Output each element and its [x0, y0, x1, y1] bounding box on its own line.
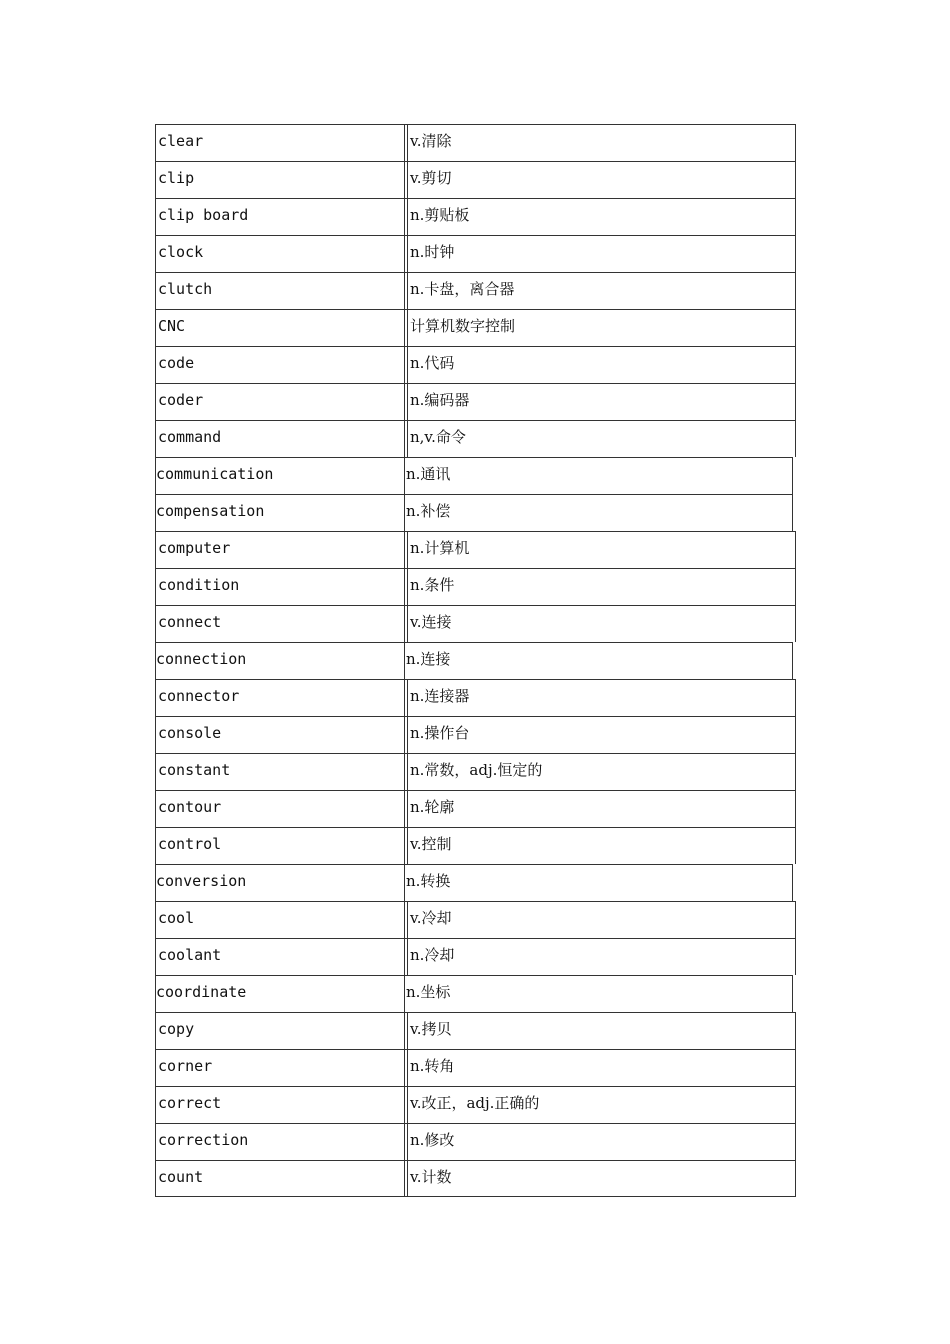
term-cell: condition [158, 576, 240, 594]
meaning-cell: n.转换 [406, 872, 451, 890]
table-row [155, 494, 793, 531]
table-row [155, 309, 796, 346]
column-divider [404, 1050, 408, 1086]
column-divider [404, 717, 408, 753]
meaning-cell: n.常数，adj.恒定的 [410, 761, 543, 779]
meaning-cell: n.冷却 [410, 946, 455, 964]
term-cell: count [158, 1168, 204, 1186]
column-divider [404, 976, 405, 1012]
term-cell: correction [158, 1131, 249, 1149]
term-cell: cool [158, 909, 195, 927]
table-row [155, 531, 796, 568]
column-divider [404, 902, 408, 938]
table-row [155, 1049, 796, 1086]
term-cell: clear [158, 132, 204, 150]
term-cell: clutch [158, 280, 213, 298]
term-cell: clip board [158, 206, 249, 224]
meaning-cell: n.剪贴板 [410, 206, 470, 224]
table-row [155, 235, 796, 272]
table-row [155, 901, 796, 938]
meaning-cell: v.连接 [410, 613, 452, 631]
table-row [155, 864, 793, 901]
column-divider [404, 754, 408, 790]
table-row [155, 346, 796, 383]
column-divider [404, 310, 408, 346]
meaning-cell: n.轮廓 [410, 798, 455, 816]
column-divider [404, 791, 408, 827]
meaning-cell: n.条件 [410, 576, 455, 594]
column-divider [404, 1124, 408, 1160]
column-divider [404, 273, 408, 309]
column-divider [404, 421, 408, 457]
column-divider [404, 1087, 408, 1123]
table-row [155, 975, 793, 1012]
term-cell: coordinate [156, 983, 247, 1001]
term-cell: connector [158, 687, 240, 705]
table-row [155, 124, 796, 161]
column-divider [404, 680, 408, 716]
column-divider [404, 125, 408, 161]
table-row [155, 272, 796, 309]
meaning-cell: n.修改 [410, 1131, 455, 1149]
term-cell: conversion [156, 872, 247, 890]
term-cell: command [158, 428, 222, 446]
column-divider [404, 643, 405, 679]
term-cell: computer [158, 539, 231, 557]
term-cell: constant [158, 761, 231, 779]
term-cell: control [158, 835, 222, 853]
column-divider [404, 162, 408, 198]
column-divider [404, 532, 408, 568]
table-row [155, 457, 793, 494]
meaning-cell: n.通讯 [406, 465, 451, 483]
column-divider [404, 1161, 408, 1197]
term-cell: connection [156, 650, 247, 668]
meaning-cell: v.剪切 [410, 169, 452, 187]
table-row [155, 605, 796, 642]
table-row [155, 716, 796, 753]
meaning-cell: n,v.命令 [410, 428, 466, 446]
column-divider [404, 569, 408, 605]
column-divider [404, 236, 408, 272]
meaning-cell: v.改正，adj.正确的 [410, 1094, 540, 1112]
column-divider [404, 828, 408, 864]
meaning-cell: n.卡盘，离合器 [410, 280, 515, 298]
term-cell: CNC [158, 317, 186, 335]
column-divider [404, 865, 405, 901]
term-cell: communication [156, 465, 274, 483]
table-row [155, 161, 796, 198]
column-divider [404, 347, 408, 383]
term-cell: correct [158, 1094, 222, 1112]
meaning-cell: v.清除 [410, 132, 452, 150]
meaning-cell: v.冷却 [410, 909, 452, 927]
term-cell: console [158, 724, 222, 742]
meaning-cell: v.控制 [410, 835, 452, 853]
table-row [155, 1086, 796, 1123]
table-row [155, 642, 793, 679]
term-cell: code [158, 354, 195, 372]
meaning-cell: n.操作台 [410, 724, 470, 742]
table-row [155, 827, 796, 864]
table-row [155, 938, 796, 975]
meaning-cell: n.坐标 [406, 983, 451, 1001]
table-row [155, 198, 796, 235]
term-cell: contour [158, 798, 222, 816]
meaning-cell: n.转角 [410, 1057, 455, 1075]
term-cell: coder [158, 391, 204, 409]
meaning-cell: v.计数 [410, 1168, 452, 1186]
column-divider [404, 384, 408, 420]
glossary-table [155, 124, 796, 1197]
column-divider [404, 939, 408, 975]
column-divider [404, 495, 405, 531]
meaning-cell: n.编码器 [410, 391, 470, 409]
meaning-cell: n.计算机 [410, 539, 470, 557]
meaning-cell: n.补偿 [406, 502, 451, 520]
term-cell: corner [158, 1057, 213, 1075]
term-cell: compensation [156, 502, 265, 520]
column-divider [404, 1013, 408, 1049]
table-row [155, 568, 796, 605]
term-cell: clock [158, 243, 204, 261]
column-divider [404, 606, 408, 642]
table-row [155, 679, 796, 716]
column-divider [404, 458, 405, 494]
meaning-cell: n.连接器 [410, 687, 470, 705]
table-row [155, 753, 796, 790]
term-cell: connect [158, 613, 222, 631]
meaning-cell: v.拷贝 [410, 1020, 452, 1038]
table-row [155, 1160, 796, 1197]
term-cell: copy [158, 1020, 195, 1038]
column-divider [404, 199, 408, 235]
meaning-cell: n.连接 [406, 650, 451, 668]
term-cell: coolant [158, 946, 222, 964]
table-row [155, 420, 796, 457]
table-row [155, 1012, 796, 1049]
table-row [155, 383, 796, 420]
term-cell: clip [158, 169, 195, 187]
table-row [155, 1123, 796, 1160]
meaning-cell: n.时钟 [410, 243, 455, 261]
table-row [155, 790, 796, 827]
meaning-cell: n.代码 [410, 354, 455, 372]
meaning-cell: 计算机数字控制 [410, 317, 516, 335]
